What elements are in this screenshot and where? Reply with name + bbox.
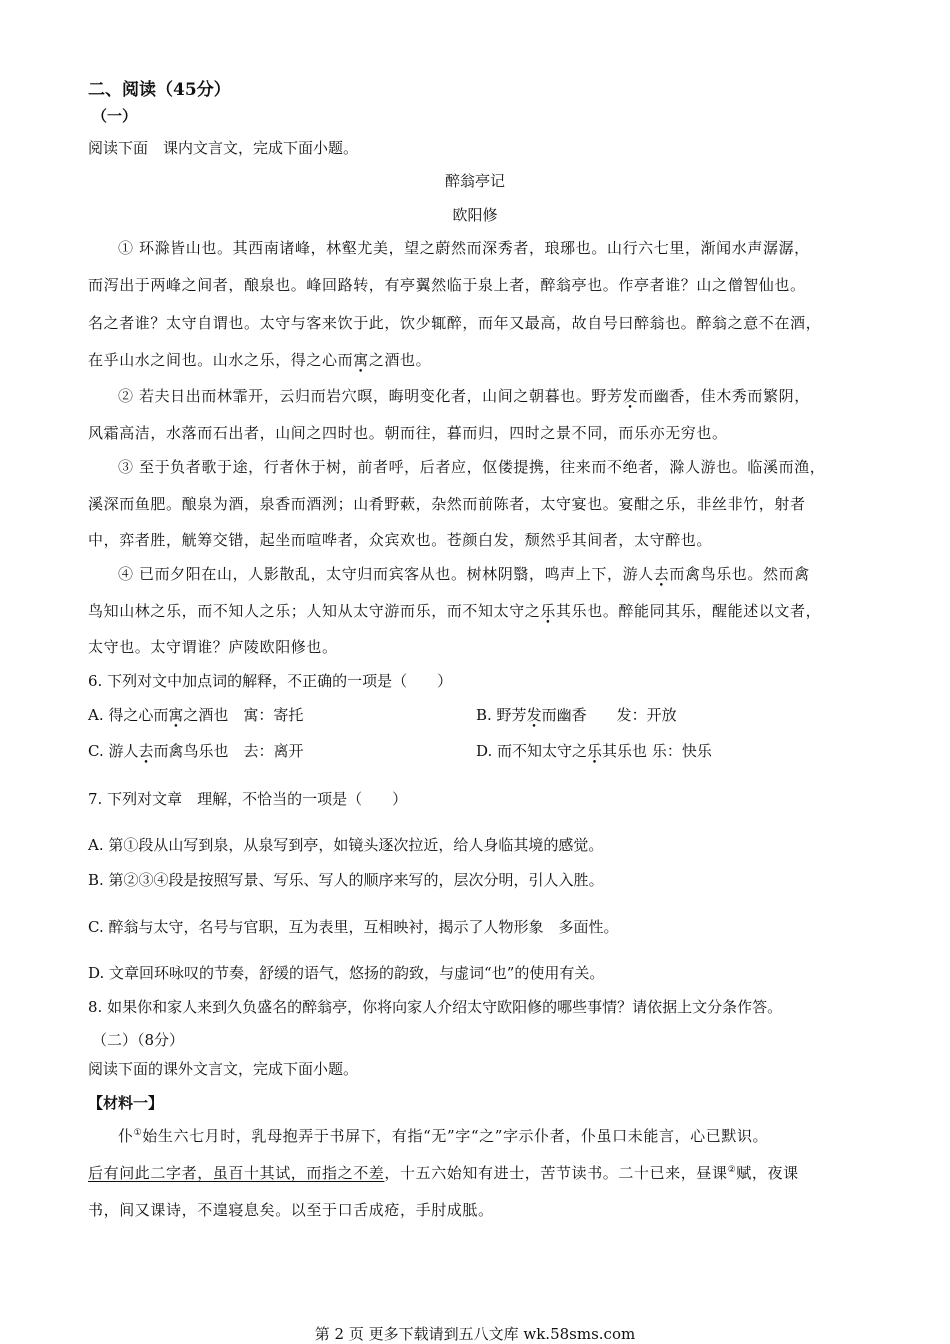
part2-instruction: 阅读下面的课外文言文，完成下面小题。 (88, 1060, 359, 1078)
q6-option-a: A. 得之心而寓之酒也 寓：寄托 (88, 706, 304, 724)
section-title: 二、阅读（45分） (88, 80, 231, 100)
essay-line-3: 名之者谁？太守自谓也。太守与客来饮于此，饮少辄醉，而年又最高，故自号曰醉翁也。醉翁之意不在酒， (88, 314, 822, 332)
essay-line-8: 溪深而鱼肥。酿泉为酒，泉香而酒洌；山肴野蔌，杂然而前陈者，太守宴也。宴酣之乐，非丝非竹，射者 (88, 495, 806, 513)
dotted-char: 寓 (353, 351, 369, 369)
q6-option-b: B. 野芳发而幽香 发：开放 (476, 706, 677, 724)
essay-author: 欧阳修 (452, 206, 498, 224)
underlined-sentence: 后有问此二字者，虽百十其试，而指之不差 (88, 1164, 385, 1182)
material1-line-2: 后有问此二字者，虽百十其试，而指之不差，十五六始知有进士，苦节读书。二十已来，昼课②赋，夜课 (88, 1164, 799, 1182)
essay-line-12: 太守也。太守谓谁？庐陵欧阳修也。 (88, 638, 338, 656)
dotted-char: 乐 (540, 602, 557, 620)
q7-option-c: C. 醉翁与太守，名号与官职，互为表里，互相映衬，揭示了人物形象 多面性。 (88, 918, 619, 936)
part1-instruction: 阅读下面 课内文言文，完成下面小题。 (88, 139, 359, 157)
essay-line-9: 中，弈者胜，觥筹交错，起坐而喧哗者，众宾欢也。苍颜白发，颓然乎其间者，太守醉也。 (88, 531, 713, 549)
essay-line-5: ② 若夫日出而林霏开，云归而岩穴暝，晦明变化者，山间之朝暮也。野芳发而幽香，佳木秀而繁阴， (118, 387, 810, 405)
page-footer: 第 2 页 更多下载请到五八文库 wk.58sms.com (314, 1325, 636, 1343)
q7-option-d: D. 文章回环咏叹的节奏，舒缓的语气，悠扬的韵致，与虚词“也”的使用有关。 (88, 964, 605, 982)
q7-option-b: B. 第②③④段是按照写景、写乐、写人的顺序来写的，层次分明，引人入胜。 (88, 871, 604, 889)
material1-line-1: 仆①始生六七月时，乳母抱弄于书屏下，有指“无”字“之”字示仆者，仆虽口未能言，心已默识。 (118, 1127, 769, 1145)
q7-option-a: A. 第①段从山写到泉，从泉写到亭，如镜头逐次拉近，给人身临其境的感觉。 (88, 836, 604, 854)
material1-line-3: 书，间又课诗，不遑寝息矣。以至于口舌成疮，手肘成胝。 (88, 1201, 494, 1219)
dotted-char: 发 (622, 387, 639, 405)
q6-option-c: C. 游人去而禽鸟乐也 去：离开 (88, 742, 304, 760)
essay-line-2: 而泻出于两峰之间者，酿泉也。峰回路转，有亭翼然临于泉上者，醉翁亭也。作亭者谁？山之僧智仙也。 (88, 276, 806, 294)
essay-line-4: 在乎山水之间也。山水之乐，得之心而寓之酒也。 (88, 351, 432, 369)
essay-line-1: ① 环滁皆山也。其西南诸峰，林壑尤美，望之蔚然而深秀者，琅琊也。山行六七里，渐闻水声潺潺， (118, 239, 810, 257)
essay-line-11: 鸟知山林之乐，而不知人之乐；人知从太守游而乐，而不知太守之乐其乐也。醉能同其乐，醒能述以文者， (88, 602, 822, 620)
essay-line-10: ④ 已而夕阳在山，人影散乱，太守归而宾客从也。树林阴翳，鸣声上下，游人去而禽鸟乐也。然而禽 (118, 565, 810, 583)
dotted-char: 去 (653, 565, 670, 583)
q6-stem: 6. 下列对文中加点词的解释，不正确的一项是（ ） (88, 672, 453, 690)
part2-label: （二）（8分） (92, 1031, 185, 1049)
part1-label: （一） (92, 107, 138, 125)
q7-stem: 7. 下列对文章 理解，不恰当的一项是（ ） (88, 790, 408, 808)
essay-title: 醉翁亭记 (444, 172, 505, 190)
q6-option-d: D. 而不知太守之乐其乐也 乐：快乐 (476, 742, 712, 760)
material1-label: 【材料一】 (88, 1094, 164, 1112)
essay-line-7: ③ 至于负者歌于途，行者休于树，前者呼，后者应，伛偻提携，往来而不绝者，滁人游也。临溪而渔， (118, 458, 826, 476)
q8-stem: 8. 如果你和家人来到久负盛名的醉翁亭，你将向家人介绍太守欧阳修的哪些事情？请依据上文分条作答。 (88, 998, 783, 1016)
essay-line-6: 风霜高洁，水落而石出者，山间之四时也。朝而往，暮而归，四时之景不同，而乐亦无穷也。 (88, 424, 728, 442)
